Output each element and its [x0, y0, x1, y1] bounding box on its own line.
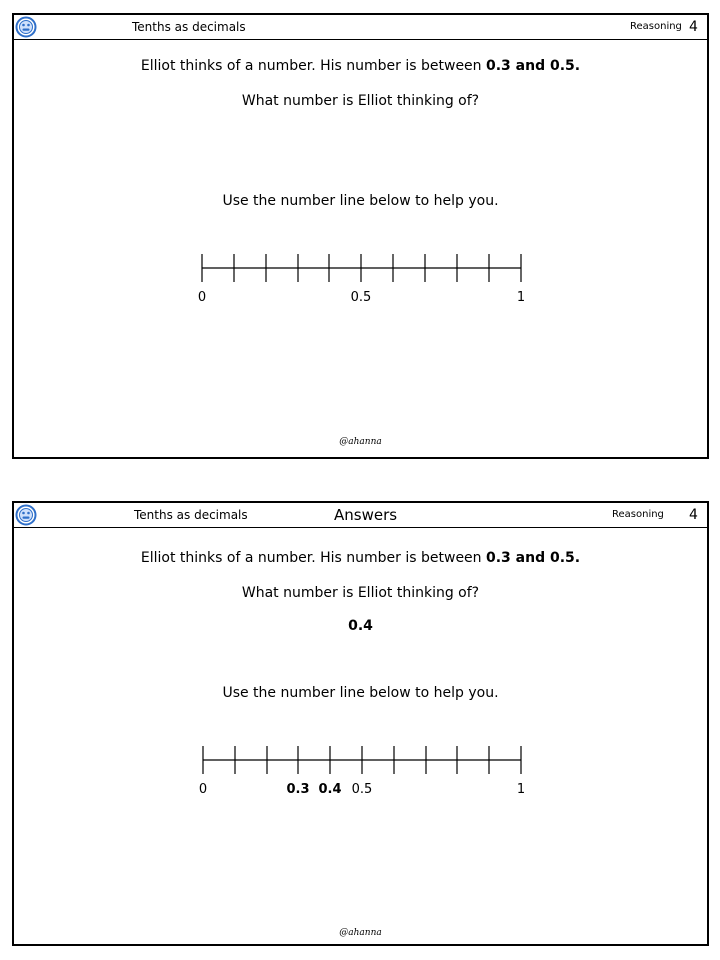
author-credit: @ahanna	[339, 928, 382, 938]
hint-text: Use the number line below to help you.	[222, 685, 499, 701]
question-range: 0.3 and 0.5.	[486, 550, 581, 566]
tick-label-zero: 0	[198, 782, 208, 797]
question-ask: What number is Elliot thinking of?	[241, 93, 480, 109]
question-range: 0.3 and 0.5.	[486, 58, 581, 74]
tick-label-one: 1	[516, 782, 526, 797]
header-number: 4	[689, 19, 698, 35]
header-title: Tenths as decimals	[134, 508, 248, 522]
header-title: Tenths as decimals	[132, 20, 246, 34]
author-credit: @ahanna	[339, 437, 382, 447]
number-line	[14, 15, 707, 315]
answer-value: 0.4	[348, 618, 373, 634]
answers-heading: Answers	[334, 506, 398, 524]
hint-text: Use the number line below to help you.	[222, 193, 499, 209]
answer-card	[12, 501, 709, 946]
header-tag: Reasoning	[612, 509, 664, 520]
tick-label-point-four: 0.4	[318, 782, 342, 797]
header-number: 4	[689, 507, 698, 523]
tick-label-half: 0.5	[351, 782, 373, 797]
tick-label-half: 0.5	[350, 290, 372, 305]
number-line	[14, 503, 707, 803]
question-intro: Elliot thinks of a number. His number is between	[140, 550, 486, 566]
question-card	[12, 13, 709, 459]
question-intro: Elliot thinks of a number. His number is between	[140, 58, 486, 74]
tick-label-point-three: 0.3	[286, 782, 310, 797]
header-tag: Reasoning	[630, 21, 682, 32]
question-ask: What number is Elliot thinking of?	[241, 585, 480, 601]
tick-label-one: 1	[516, 290, 526, 305]
tick-label-zero: 0	[197, 290, 207, 305]
